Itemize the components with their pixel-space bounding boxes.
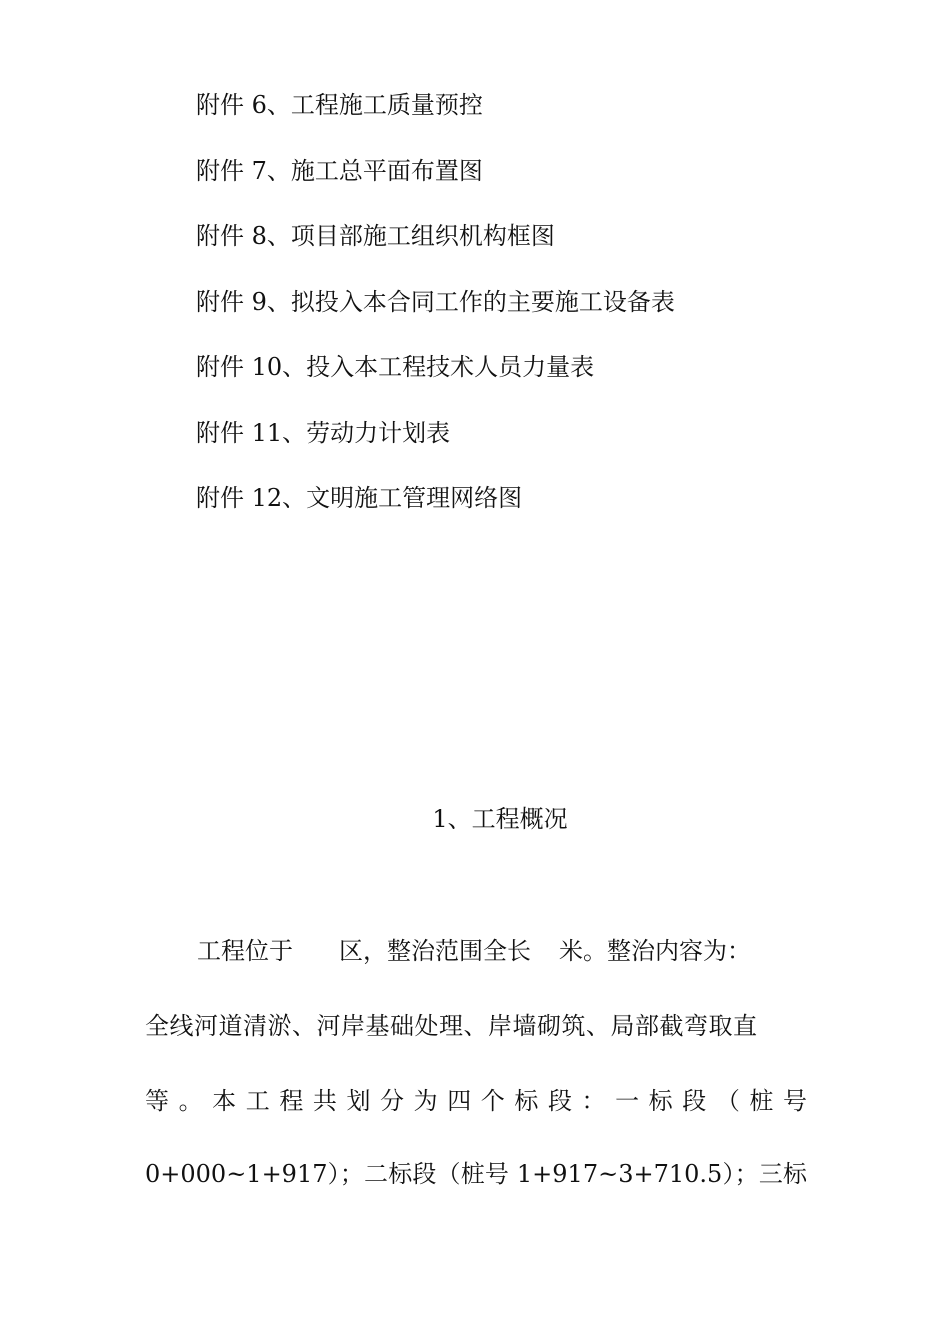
attachment-item: 附件 10、投入本工程技术人员力量表 — [196, 353, 595, 381]
paragraph-line-2: 全线河道清淤、河岸基础处理、岸墙砌筑、局部截弯取直 — [145, 1012, 758, 1040]
attachment-item: 附件 11、劳动力计划表 — [196, 418, 451, 447]
attachment-item: 附件 9、拟投入本合同工作的主要施工设备表 — [196, 287, 675, 316]
paragraph-line-3: 等。本工程共划分为四个标段：一标段（桩号 — [145, 1087, 807, 1115]
paragraph-text: 工程位于 — [197, 937, 293, 965]
paragraph-line-4: 0+000~1+917）；二标段（桩号 1+917~3+710.5）；三标 — [145, 1160, 807, 1188]
paragraph-text: 米。整治内容为： — [559, 937, 751, 965]
attachment-item: 附件 8、项目部施工组织机构框图 — [196, 222, 555, 250]
attachment-item: 附件 12、文明施工管理网络图 — [196, 484, 523, 512]
section-title: 1、工程概况 — [432, 805, 568, 833]
attachment-item: 附件 7、施工总平面布置图 — [196, 156, 483, 185]
attachment-item: 附件 6、工程施工质量预控 — [196, 91, 483, 119]
paragraph-text: 区，整治范围全长 — [339, 937, 531, 965]
paragraph-line-1 — [145, 930, 807, 972]
attachment-list — [196, 84, 675, 543]
